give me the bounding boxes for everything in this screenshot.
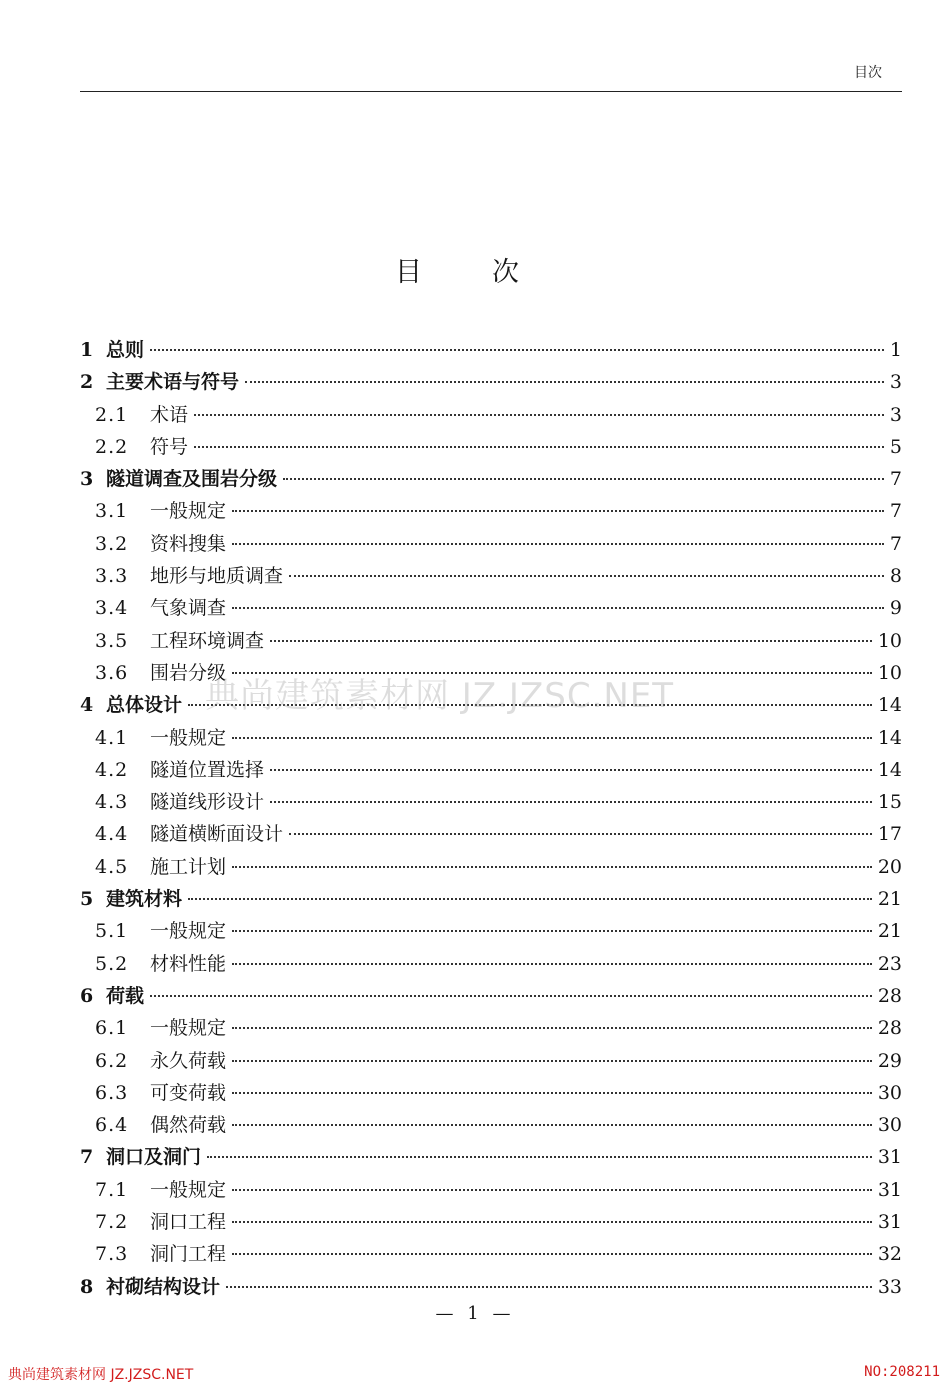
toc-entry-title: 符号 bbox=[150, 435, 189, 458]
toc-entry-number: 4.4 bbox=[95, 823, 129, 846]
toc-leader-dots bbox=[232, 542, 884, 545]
watermark: 典尚建筑素材网 JZ.JZSC.NET bbox=[205, 676, 675, 716]
toc-entry-page: 5 bbox=[889, 435, 902, 458]
toc-leader-dots bbox=[232, 1123, 872, 1126]
toc-entry bbox=[80, 1045, 902, 1077]
toc-entry-page: 7 bbox=[889, 500, 902, 523]
toc-entry-number: 4.1 bbox=[95, 726, 129, 749]
toc-entry-number: 1 bbox=[80, 339, 94, 361]
toc-entry-title: 洞门工程 bbox=[150, 1243, 227, 1266]
toc-entry-page: 10 bbox=[877, 661, 902, 684]
toc-entry-title: 一般规定 bbox=[150, 500, 227, 523]
toc-leader-dots bbox=[270, 800, 872, 803]
toc-entry bbox=[80, 980, 902, 1012]
page-title: 目次 bbox=[395, 257, 589, 289]
toc-leader-dots bbox=[232, 606, 884, 609]
toc-entry bbox=[80, 915, 902, 947]
toc-leader-dots bbox=[232, 736, 872, 739]
toc-entry-page: 29 bbox=[877, 1049, 902, 1072]
toc-entry-page: 15 bbox=[877, 791, 902, 814]
toc-entry bbox=[80, 1109, 902, 1141]
toc-leader-dots bbox=[232, 1059, 872, 1062]
toc-entry bbox=[80, 754, 902, 786]
page-number: — 1 — bbox=[435, 1303, 515, 1324]
toc-entry-title: 总体设计 bbox=[106, 694, 183, 717]
toc-entry-title: 术语 bbox=[150, 403, 189, 426]
toc-entry bbox=[80, 883, 902, 915]
toc-entry-title: 工程环境调查 bbox=[150, 629, 265, 652]
toc-leader-dots bbox=[270, 639, 872, 642]
toc-entry-number: 5 bbox=[80, 888, 94, 911]
toc-entry-title: 一般规定 bbox=[150, 920, 227, 943]
toc-leader-dots bbox=[226, 1285, 872, 1288]
footer-doc-number: NO:208211 bbox=[864, 1364, 940, 1380]
header-rule bbox=[80, 91, 902, 92]
toc-entry bbox=[80, 560, 902, 592]
toc-entry bbox=[80, 625, 902, 657]
toc-entry-page: 1 bbox=[889, 339, 902, 361]
toc-entry-page: 14 bbox=[877, 694, 902, 717]
toc-leader-dots bbox=[289, 832, 872, 835]
toc-entry-page: 30 bbox=[877, 1081, 902, 1104]
toc-entry-title: 总则 bbox=[106, 339, 145, 361]
toc-entry bbox=[80, 463, 902, 495]
toc-leader-dots bbox=[188, 897, 872, 900]
toc-entry-number: 6 bbox=[80, 984, 94, 1007]
footer-site-name: 典尚建筑素材网 JZ.JZSC.NET bbox=[8, 1367, 194, 1383]
toc-leader-dots bbox=[232, 1188, 872, 1191]
toc-entry-title: 主要术语与符号 bbox=[106, 371, 240, 394]
toc-entry-page: 8 bbox=[889, 565, 902, 588]
toc-leader-dots bbox=[283, 477, 884, 480]
toc-entry bbox=[80, 722, 902, 754]
toc-leader-dots bbox=[232, 865, 872, 868]
toc-entry-title: 洞口及洞门 bbox=[106, 1146, 202, 1169]
toc-entry-title: 一般规定 bbox=[150, 726, 227, 749]
toc-leader-dots bbox=[150, 994, 872, 997]
toc-entry-title: 洞口工程 bbox=[150, 1211, 227, 1234]
toc-entry bbox=[80, 399, 902, 431]
toc-entry-title: 隧道调查及围岩分级 bbox=[106, 468, 278, 491]
toc-entry bbox=[80, 1206, 902, 1238]
toc-entry-number: 4.5 bbox=[95, 855, 129, 878]
toc-entry bbox=[80, 948, 902, 980]
table-of-contents bbox=[80, 334, 902, 1303]
toc-entry-number: 8 bbox=[80, 1275, 94, 1298]
toc-entry-number: 4.3 bbox=[95, 791, 129, 814]
toc-entry-title: 可变荷载 bbox=[150, 1081, 227, 1104]
toc-entry-page: 30 bbox=[877, 1114, 902, 1137]
toc-entry-title: 隧道线形设计 bbox=[150, 791, 265, 814]
toc-entry-title: 偶然荷载 bbox=[150, 1114, 227, 1137]
toc-leader-dots bbox=[194, 445, 884, 448]
toc-entry-page: 9 bbox=[889, 597, 902, 620]
toc-entry-title: 荷载 bbox=[106, 984, 145, 1007]
toc-entry bbox=[80, 1141, 902, 1173]
toc-entry-page: 7 bbox=[889, 468, 902, 491]
toc-entry-number: 6.1 bbox=[95, 1017, 129, 1040]
toc-leader-dots bbox=[207, 1155, 872, 1158]
toc-entry-number: 3.5 bbox=[95, 629, 129, 652]
toc-entry-number: 3.2 bbox=[95, 532, 129, 555]
toc-entry bbox=[80, 851, 902, 883]
toc-entry-number: 7 bbox=[80, 1146, 94, 1169]
toc-entry-page: 14 bbox=[877, 758, 902, 781]
toc-entry bbox=[80, 495, 902, 527]
toc-entry-title: 施工计划 bbox=[150, 855, 227, 878]
toc-leader-dots bbox=[232, 509, 884, 512]
toc-entry-title: 地形与地质调查 bbox=[150, 565, 284, 588]
toc-entry-number: 5.2 bbox=[95, 952, 129, 975]
toc-entry bbox=[80, 431, 902, 463]
toc-entry-page: 20 bbox=[877, 855, 902, 878]
toc-entry-title: 隧道位置选择 bbox=[150, 758, 265, 781]
toc-entry-number: 7.2 bbox=[95, 1211, 129, 1234]
toc-entry-title: 气象调查 bbox=[150, 597, 227, 620]
toc-entry-page: 31 bbox=[877, 1211, 902, 1234]
toc-leader-dots bbox=[270, 768, 872, 771]
toc-entry-page: 31 bbox=[877, 1178, 902, 1201]
toc-entry-number: 3.3 bbox=[95, 565, 129, 588]
running-head: 目次 bbox=[854, 65, 882, 81]
toc-entry-title: 一般规定 bbox=[150, 1017, 227, 1040]
toc-entry-number: 3 bbox=[80, 468, 94, 491]
toc-entry bbox=[80, 1271, 902, 1303]
toc-entry-number: 4 bbox=[80, 694, 94, 717]
toc-entry-number: 3.1 bbox=[95, 500, 129, 523]
toc-entry bbox=[80, 786, 902, 818]
toc-entry-page: 33 bbox=[877, 1275, 902, 1298]
toc-entry-number: 6.2 bbox=[95, 1049, 129, 1072]
toc-entry-page: 21 bbox=[877, 920, 902, 943]
toc-entry-title: 隧道横断面设计 bbox=[150, 823, 284, 846]
toc-entry-page: 17 bbox=[877, 823, 902, 846]
toc-entry-number: 4.2 bbox=[95, 758, 129, 781]
toc-entry-title: 资料搜集 bbox=[150, 532, 227, 555]
toc-entry-title: 围岩分级 bbox=[150, 661, 227, 684]
toc-entry-title: 建筑材料 bbox=[106, 888, 183, 911]
toc-entry bbox=[80, 592, 902, 624]
toc-entry bbox=[80, 1012, 902, 1044]
toc-entry-page: 7 bbox=[889, 532, 902, 555]
toc-leader-dots bbox=[232, 1026, 872, 1029]
toc-leader-dots bbox=[232, 962, 872, 965]
toc-entry-number: 3.6 bbox=[95, 661, 129, 684]
toc-entry-page: 28 bbox=[877, 984, 902, 1007]
toc-entry bbox=[80, 334, 902, 366]
toc-entry-page: 31 bbox=[877, 1146, 902, 1169]
toc-entry bbox=[80, 366, 902, 398]
toc-leader-dots bbox=[289, 574, 884, 577]
toc-entry bbox=[80, 1174, 902, 1206]
toc-entry-title: 材料性能 bbox=[150, 952, 227, 975]
toc-entry bbox=[80, 1077, 902, 1109]
toc-entry-title: 一般规定 bbox=[150, 1178, 227, 1201]
toc-entry-page: 14 bbox=[877, 726, 902, 749]
toc-leader-dots bbox=[232, 929, 872, 932]
toc-entry-page: 28 bbox=[877, 1017, 902, 1040]
toc-entry-page: 3 bbox=[889, 371, 902, 394]
toc-entry bbox=[80, 818, 902, 850]
toc-entry-title: 永久荷载 bbox=[150, 1049, 227, 1072]
toc-entry-page: 3 bbox=[889, 403, 902, 426]
toc-entry-number: 2.1 bbox=[95, 403, 129, 426]
toc-leader-dots bbox=[150, 348, 884, 351]
toc-entry bbox=[80, 1238, 902, 1270]
toc-leader-dots bbox=[232, 1252, 872, 1255]
toc-entry-number: 5.1 bbox=[95, 920, 129, 943]
toc-entry bbox=[80, 528, 902, 560]
toc-entry-number: 7.3 bbox=[95, 1243, 129, 1266]
toc-leader-dots bbox=[232, 1220, 872, 1223]
toc-entry-number: 7.1 bbox=[95, 1178, 129, 1201]
toc-leader-dots bbox=[245, 380, 884, 383]
toc-entry-page: 32 bbox=[877, 1243, 902, 1266]
toc-leader-dots bbox=[194, 413, 884, 416]
toc-entry-number: 6.3 bbox=[95, 1081, 129, 1104]
toc-entry-number: 3.4 bbox=[95, 597, 129, 620]
toc-leader-dots bbox=[232, 1091, 872, 1094]
toc-entry-number: 6.4 bbox=[95, 1114, 129, 1137]
toc-entry-page: 10 bbox=[877, 629, 902, 652]
toc-entry-title: 衬砌结构设计 bbox=[106, 1275, 221, 1298]
toc-entry-page: 21 bbox=[877, 888, 902, 911]
toc-entry-number: 2.2 bbox=[95, 435, 129, 458]
toc-entry-page: 23 bbox=[877, 952, 902, 975]
toc-entry-number: 2 bbox=[80, 371, 94, 394]
